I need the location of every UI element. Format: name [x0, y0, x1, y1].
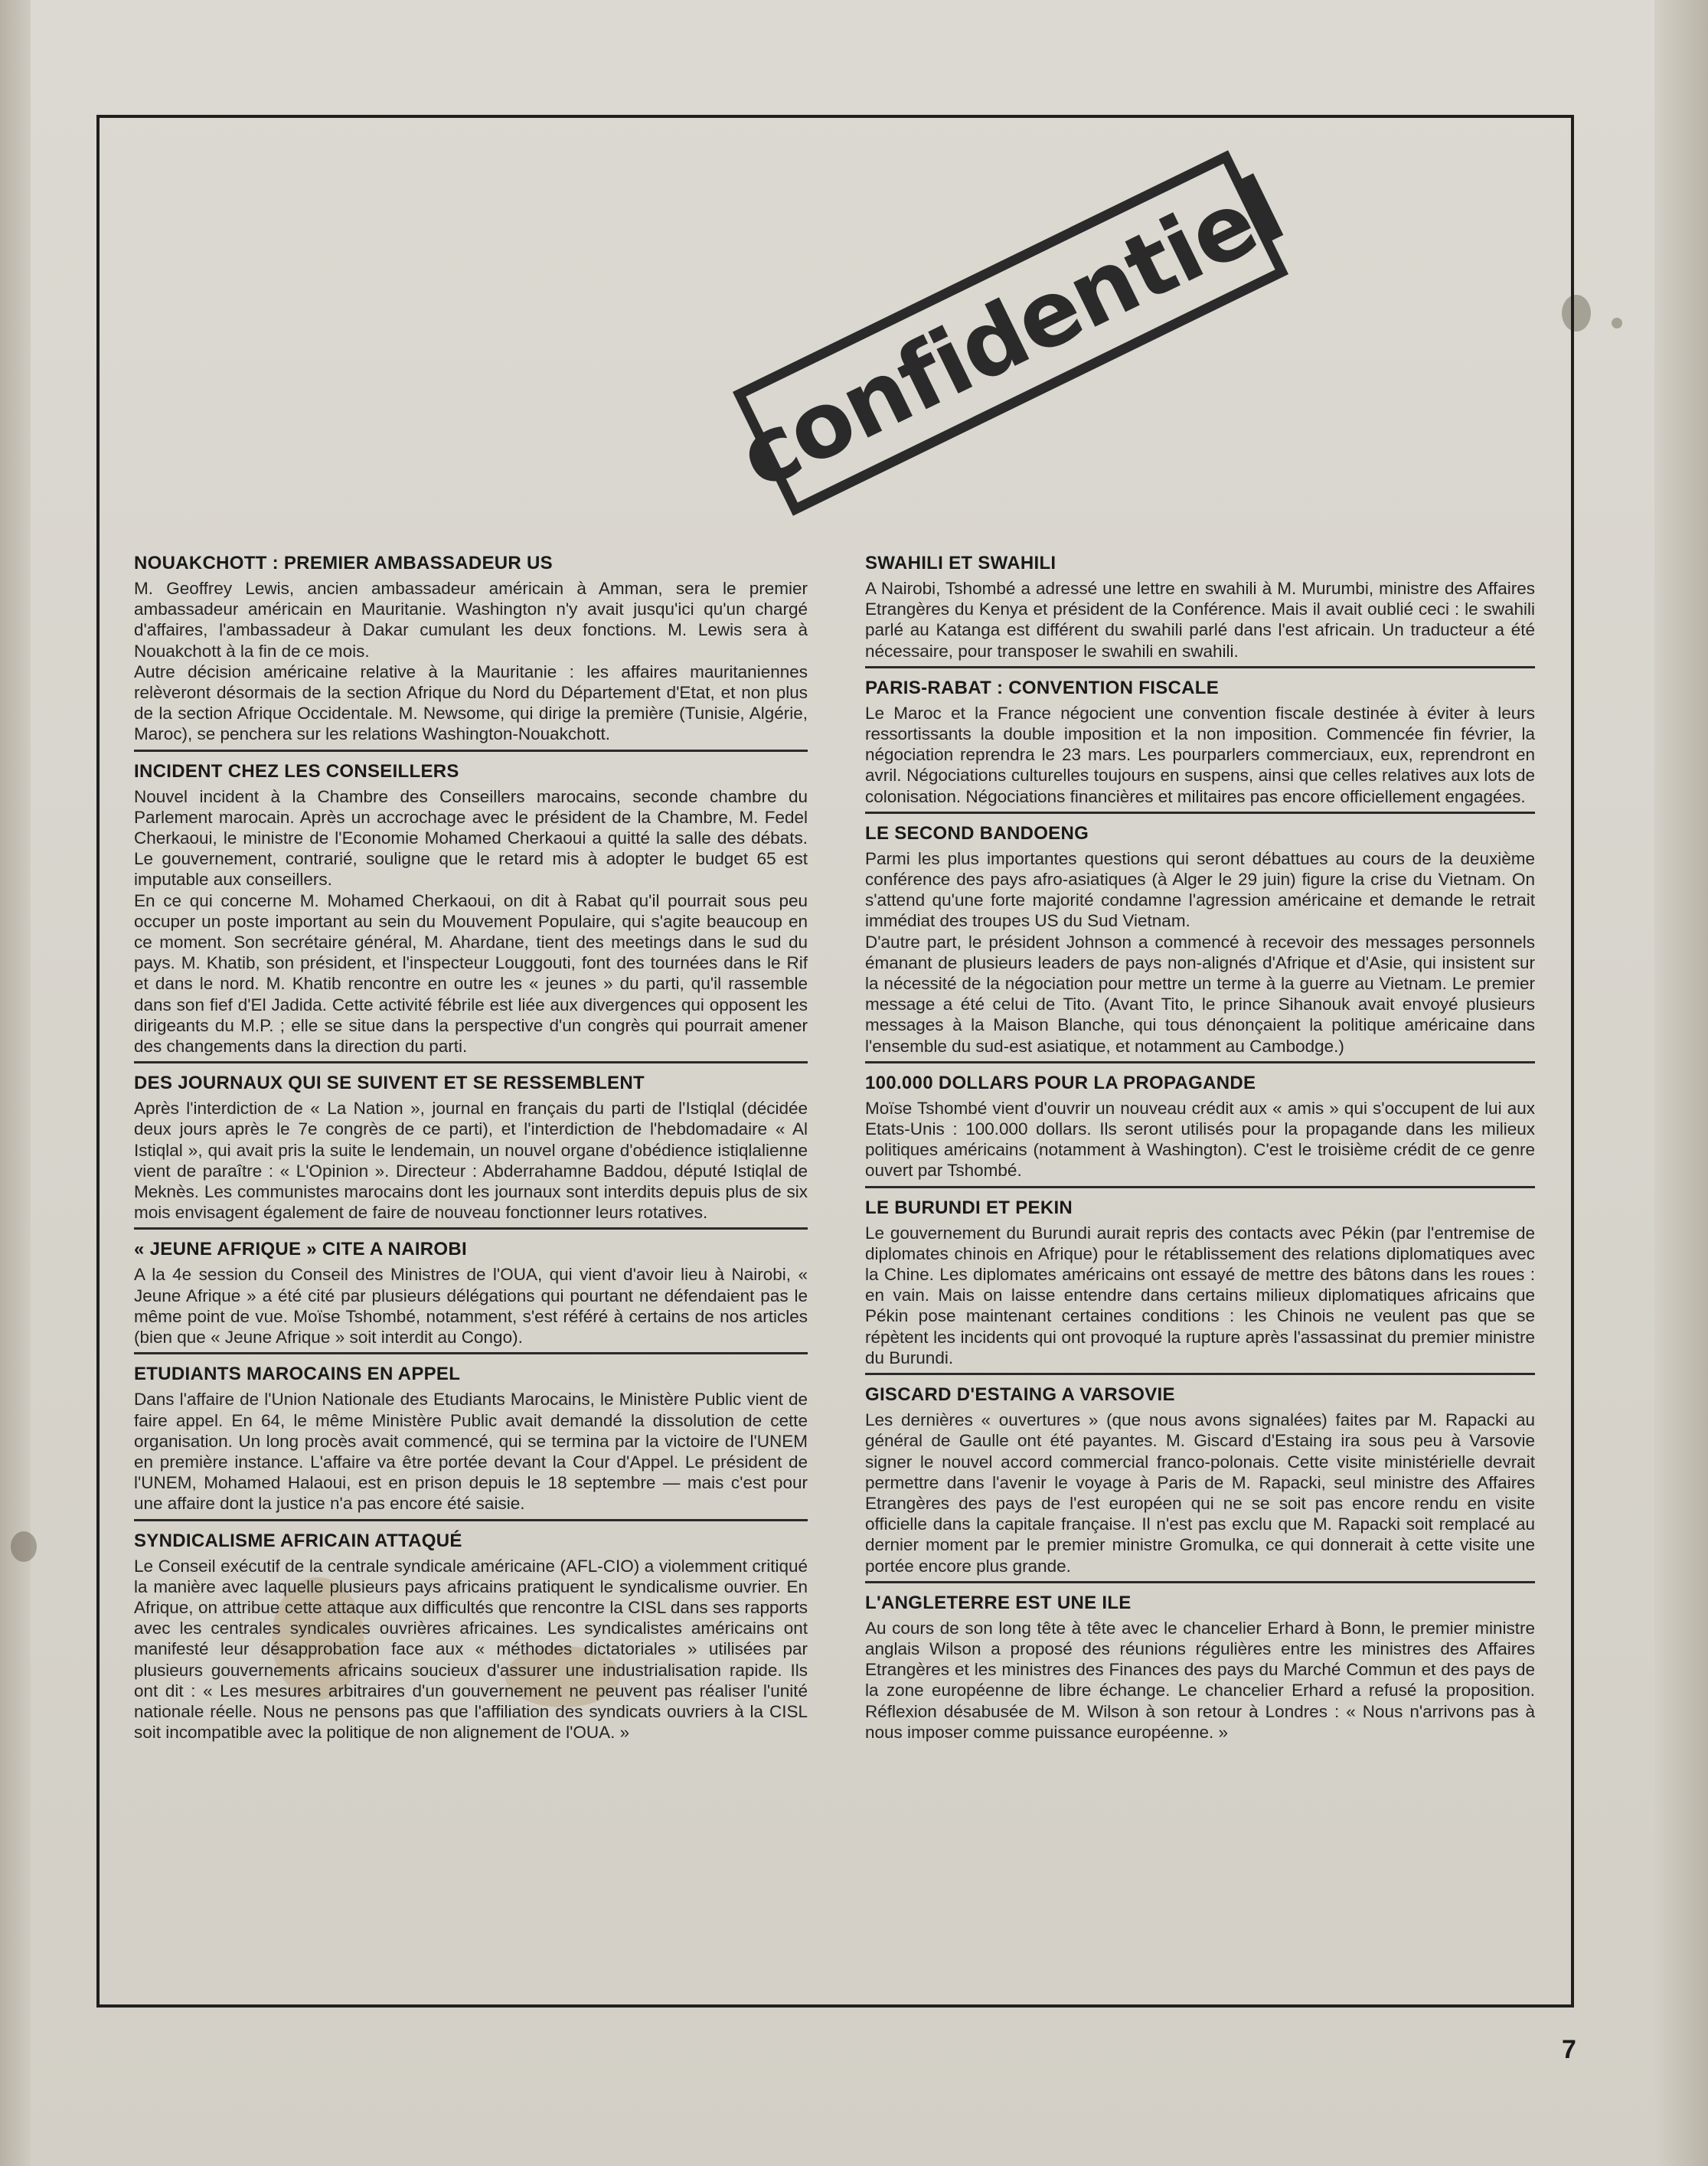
article-body: Nouvel incident à la Chambre des Conseillers marocains, seconde chambre du Parlement marocain. Après un accrochage avec le président de la Chambre, M. Fedel Cherkaoui, le ministre de l'Economie Mohamed Cherkaoui a quitté la salle des débats. Le gouvernement, contrarié, souligne que le retard mis à adopter le budget 65 est imputable aux conseillers. En ce qui concerne M. Mohamed Cherkaoui, on dit à Rabat qu'il pourrait sous peu occuper un poste important au sein du Mouvement Populaire, qui s'agite beaucoup en ce moment. Son secrétaire général, M. Ahardane, tient des meetings dans le sud du pays. M. Khatib, son président, et l'inspecteur Louggouti, font des tournées dans le Rif et dans le nord. M. Khatib rencontre en outre les « jeunes » du parti, qu'il rassemble dans son fief d'El Jadida. Cette activité fébrile est liée aux divergences qui opposent les dirigeants du M.P. ; elle se situe dans la perspective d'un congrès qui pourrait amener des changements dans la direction du parti. — [134, 786, 808, 1057]
article-headline: DES JOURNAUX QUI SE SUIVENT ET SE RESSEMBLENT — [134, 1073, 645, 1094]
article-body: M. Geoffrey Lewis, ancien ambassadeur américain à Amman, sera le premier ambassadeur américain en Mauritanie. Washington n'y avait jusqu'ici qu'un chargé d'affaires, l'ambassadeur à Dakar cumulant les deux fonctions. M. Lewis sera à Nouakchott à la fin de ce mois. Autre décision américaine relative à la Mauritanie : les affaires mauritaniennes relèveront désormais de la section Afrique du Nord du Département d'Etat, et non plus de la section Afrique Occidentale. M. Newsome, qui dirige la première (Tunisie, Algérie, Maroc), se penchera sur les relations Washington-Nouakchott. — [134, 579, 808, 744]
article-syndicalisme — [134, 1531, 808, 1748]
article-headline: LE BURUNDI ET PEKIN — [865, 1197, 1073, 1218]
article-headline: ETUDIANTS MAROCAINS EN APPEL — [134, 1364, 461, 1385]
article-giscard-varsovie — [865, 1384, 1535, 1583]
article-headline: PARIS-RABAT : CONVENTION FISCALE — [865, 677, 1220, 698]
binding-spine — [0, 0, 31, 2166]
article-paris-rabat — [865, 678, 1535, 814]
article-headline: 100.000 DOLLARS POUR LA PROPAGANDE — [865, 1072, 1256, 1093]
page-edge — [1654, 0, 1708, 2166]
article-angleterre-ile — [865, 1593, 1535, 1747]
article-body: Dans l'affaire de l'Union Nationale des Etudiants Marocains, le Ministère Public vient de faire appel. En 64, le même Ministère Public avait demandé la dissolution de cette organisation. Un long procès avait commencé, qui se termina par la victoire de l'UNEM en première instance. L'affaire va être portée devant la Cour d'Appel. Le président de l'UNEM, Mohamed Halaoui, est en prison depuis le 18 septembre — mais c'est pour une affaire dont la justice n'a pas encore été saisie. — [134, 1390, 808, 1514]
article-etudiants — [134, 1364, 808, 1521]
ink-stain — [1612, 318, 1622, 328]
article-second-bandoeng — [865, 823, 1535, 1063]
article-headline: INCIDENT CHEZ LES CONSEILLERS — [134, 760, 459, 782]
article-journaux — [134, 1073, 808, 1230]
article-headline: GISCARD D'ESTAING A VARSOVIE — [865, 1384, 1175, 1406]
article-body: Les dernières « ouvertures » (que nous avons signalées) faites par M. Rapacki au général de Gaulle ont été payantes. M. Giscard d'Estaing ira sous peu à Varsovie signer le nouvel accord commercial franco-polonais. Cette visite ministérielle devrait permettre dans l'avenir le voyage à Paris de M. Rapacki, seul ministre des Affaires Etrangères des pays de l'est européen qui ne se soit pas encore rendu en visite officielle dans la capitale française. Il n'est pas exclu que M. Rapacki soit remplacé au dernier moment par le premier ministre Gromulka, ce qui donnerait à cette visite une portée encore plus grande. — [865, 1410, 1535, 1576]
article-body: Au cours de son long tête à tête avec le chancelier Erhard à Bonn, le premier ministre anglais Wilson a proposé des réunions régulières entre les ministres des Affaires Etrangères et les ministres des Finances des pays du Marché Commun et des pays de la zone européenne de libre échange. Le chancelier Erhard a refusé la proposition. Réflexion désabusée de M. Wilson à son retour à Londres : « Nous n'arrivons pas à nous imposer comme puissance européenne. » — [865, 1618, 1535, 1742]
article-burundi-pekin — [865, 1197, 1535, 1375]
article-headline: LE SECOND BANDOENG — [865, 822, 1089, 844]
article-body: Parmi les plus importantes questions qui seront débattues au cours de la deuxième conférence des pays afro-asiatiques (à Alger le 29 juin) figure la crise du Vietnam. On s'attend qu'une forte majorité condamne l'agression américaine et demande le retrait immédiat des troupes US du Sud Vietnam. D'autre part, le président Johnson a commencé à recevoir des messages personnels émanant de plusieurs leaders de pays non-alignés d'Afrique et d'Asie, qui insistent sur la nécessité de la négociation pour mettre un terme à la guerre au Vietnam. Le premier message a été celui de Tito. (Avant Tito, le prince Sihanouk avait envoyé plusieurs messages à la Maison Blanche, qui tous dénonçaient la politique américaine dans l'ensemble du sud-est asiatique, et notamment au Cambodge.) — [865, 848, 1535, 1056]
article-body: Après l'interdiction de « La Nation », journal en français du parti de l'Istiqlal (décidée deux jours après le 7e congrès de ce parti), et l'interdiction de l'hebdomadaire « Al Istiqlal », qui avait pris la suite le lendemain, un nouvel organe d'obédience istiqlalienne vient de paraître : « L'Opinion ». Directeur : Abderrahamne Baddou, député Istiqlal de Meknès. Les communistes marocains dont les journaux sont interdits depuis plus de six mois envisagent également de faire de nouveau fonctionner leurs rotatives. — [134, 1099, 808, 1223]
article-body: Le Conseil exécutif de la centrale syndicale américaine (AFL-CIO) a violemment critiqué la manière avec laquelle plusieurs pays africains pratiquent le syndicalisme ouvrier. En Afrique, on attribue cette attaque aux difficultés que rencontre la CISL dans ses rapports avec les centrales syndicales ouvrières africaines. Les syndicalistes américains ont manifesté leur désapprobation face aux « méthodes dictatoriales » utilisées par plusieurs gouvernements africains soucieux d'assurer une industrialisation rapide. Ils ont dit : « Les mesures arbitraires d'un gouvernement ne peuvent pas réaliser l'unité nationale réelle. Nous ne pensons pas que l'affiliation des syndicats ouvriers à la CISL soit incompatible avec la politique de non alignement de l'OUA. » — [134, 1556, 808, 1743]
article-headline: SWAHILI ET SWAHILI — [865, 553, 1056, 573]
article-100000-dollars — [865, 1073, 1535, 1188]
article-headline: SYNDICALISME AFRICAIN ATTAQUÉ — [134, 1530, 462, 1551]
left-column — [134, 553, 808, 1756]
article-body: Le gouvernement du Burundi aurait repris des contacts avec Pékin (par l'entremise de diplomates chinois en Afrique) pour le rétablissement des relations diplomatiques avec la Chine. Les diplomates américains ont essayé de mettre des bâtons dans les roues : en vain. Mais on laisse entendre dans certains milieux diplomatiques africains que Pékin pose maintenant certaines conditions : les Chinois ne veulent pas que se répètent les incidents qui ont provoqué la rupture après l'assassinat du premier ministre du Burundi. — [865, 1223, 1535, 1367]
stamp-label: confidentiel — [723, 156, 1298, 510]
ink-stain — [11, 1531, 37, 1562]
article-swahili — [865, 553, 1535, 668]
page-number: 7 — [1562, 2035, 1576, 2064]
article-headline: « JEUNE AFRIQUE » CITE A NAIROBI — [134, 1239, 467, 1260]
article-headline: NOUAKCHOTT : PREMIER AMBASSADEUR US — [134, 553, 553, 573]
article-body: A la 4e session du Conseil des Ministres de l'OUA, qui vient d'avoir lieu à Nairobi, « Jeune Afrique » a été cité par plusieurs délégations qui pourtant ne défendaient pas le même point de vue. Moïse Tshombé, notamment, s'est référé à certains de nos articles (bien que « Jeune Afrique » soit interdit au Congo). — [134, 1265, 808, 1348]
article-headline: L'ANGLETERRE EST UNE ILE — [865, 1592, 1132, 1613]
article-jeune-afrique — [134, 1239, 808, 1354]
article-nouakchott — [134, 553, 808, 752]
right-column — [865, 553, 1535, 1756]
article-incident-conseillers — [134, 761, 808, 1064]
article-body: Le Maroc et la France négocient une convention fiscale destinée à éviter à leurs ressortissants la double imposition et la non imposition. Commencée fin février, la négociation reprendra le 23 mars. Les pourparlers commerciaux, eux, reprendront en avril. Négociations culturelles toujours en suspens, ainsi que celles relatives aux lots de colonisation. Négociations financières et militaires pas encore officiellement engagées. — [865, 703, 1535, 806]
article-body: Moïse Tshombé vient d'ouvrir un nouveau crédit aux « amis » qui s'occupent de lui aux Etats-Unis : 100.000 dollars. Ils seront utilisés pour la propagande dans les milieux politiques américains (notamment à Washington). C'est le troisième crédit de ce genre ouvert par Tshombé. — [865, 1098, 1535, 1181]
article-body: A Nairobi, Tshombé a adressé une lettre en swahili à M. Murumbi, ministre des Affaires Etrangères du Kenya et président de la Conférence. Mais il avait oublié ceci : le swahili parlé au Katanga est différent du swahili parlé dans l'est africain. Un traducteur a été nécessaire, pour transposer le swahili en swahili. — [865, 579, 1535, 661]
